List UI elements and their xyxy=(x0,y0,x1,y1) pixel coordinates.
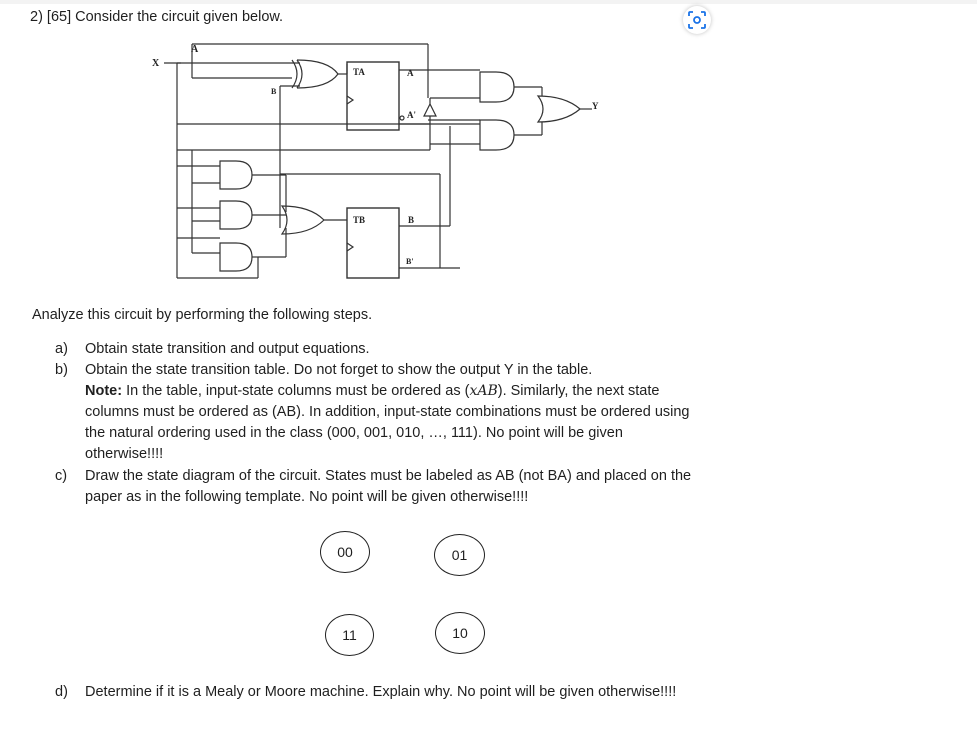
label-a-out: A xyxy=(407,68,414,78)
intro-text: Analyze this circuit by performing the following steps. xyxy=(32,307,373,323)
note-label: Note: xyxy=(85,383,123,399)
step-d-mark: d) xyxy=(55,684,68,700)
top-bar xyxy=(0,0,977,4)
state-11: 11 xyxy=(325,614,374,656)
step-b-text: Obtain the state transition table. Do not forget to show the output Y in the table. xyxy=(85,362,593,378)
step-c-line1: Draw the state diagram of the circuit. States must be labeled as AB (not BA) and placed on the xyxy=(85,468,692,484)
label-ta: TA xyxy=(353,67,365,77)
step-b-mark: b) xyxy=(55,362,68,378)
visual-search-button[interactable] xyxy=(683,6,711,34)
label-b-prime: B' xyxy=(406,257,414,266)
note-line1-post: ). Similarly, the next state xyxy=(497,383,660,399)
step-b-note-line1 xyxy=(85,381,725,402)
label-x: X xyxy=(152,58,160,69)
step-a-text: Obtain state transition and output equations. xyxy=(85,341,370,357)
step-b-note-line4: otherwise!!!! xyxy=(85,446,164,462)
step-c-line2: paper as in the following template. No point will be given otherwise!!!! xyxy=(85,489,529,505)
step-b-note-line2: columns must be ordered as (AB). In addition, input-state combinations must be ordered using xyxy=(85,404,690,420)
circuit-diagram xyxy=(140,38,610,283)
visual-search-icon xyxy=(688,11,706,29)
note-line1-pre: In the table, input-state columns must be ordered as ( xyxy=(126,383,470,399)
state-01: 01 xyxy=(434,534,485,576)
label-tb: TB xyxy=(353,215,366,225)
step-a-mark: a) xyxy=(55,341,68,357)
label-b-input: B xyxy=(271,87,277,96)
label-y: Y xyxy=(592,101,599,111)
step-d-text: Determine if it is a Mealy or Moore machine. Explain why. No point will be given otherwise!!!! xyxy=(85,684,677,700)
step-b-note-line3: the natural ordering used in the class (000, 001, 010, …, 111). No point will be given xyxy=(85,425,623,441)
question-title: 2) [65] Consider the circuit given below. xyxy=(30,9,284,25)
label-a-prime: A' xyxy=(407,110,416,120)
label-a-top: A xyxy=(191,44,199,55)
state-00: 00 xyxy=(320,531,370,573)
label-b-out: B xyxy=(408,215,415,225)
note-math: xAB xyxy=(469,383,498,399)
state-10: 10 xyxy=(435,612,485,654)
step-c-mark: c) xyxy=(55,468,68,484)
